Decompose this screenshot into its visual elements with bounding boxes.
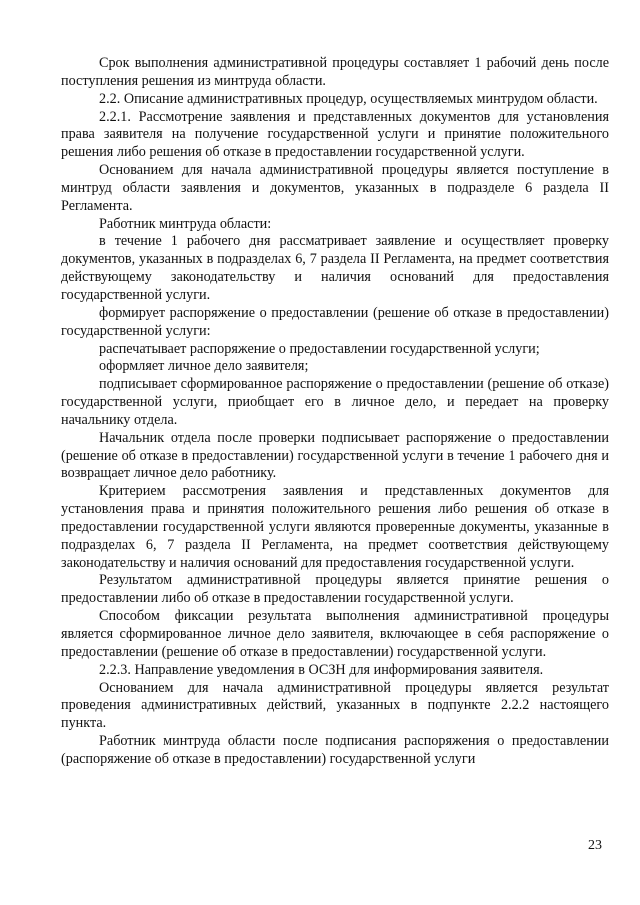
paragraph: Основанием для начала административной процедуры является результат проведения административных действий, указанных в подпункте 2.2.2 настоящего пункта.: [61, 679, 609, 732]
paragraph: распечатывает распоряжение о предоставлении государственной услуги;: [99, 340, 540, 357]
paragraph: 2.2.3. Направление уведомления в ОСЗН для информирования заявителя.: [99, 661, 544, 678]
paragraph: Работник минтруда области:: [99, 215, 272, 232]
paragraph: Начальник отдела после проверки подписывает распоряжение о предоставлении (решение об отказе в предоставлении) государственной услуги в течение 1 рабочего дня и возвращает личное дело работнику.: [61, 429, 609, 482]
document-body: [61, 55, 609, 769]
paragraph: Способом фиксации результата выполнения административной процедуры является сформированное личное дело заявителя, включающее в себя распоряжение о предоставлении (решение об отказе в предоставлении) государственной услуги.: [61, 608, 609, 660]
paragraph: 2.2.1. Рассмотрение заявления и представленных документов для установления права заявителя на получение государственной услуги и принятие положительного решения либо решения об отказе в предоставлении государственной услуги.: [61, 108, 609, 161]
paragraph: Работник минтруда области после подписания распоряжения о предоставлении (распоряжение об отказе в предоставлении) государственной услуги: [61, 733, 609, 767]
paragraph: подписывает сформированное распоряжение о предоставлении (решение об отказе) государственной услуги, приобщает его в личное дело, и передает на проверку начальнику отдела.: [61, 376, 609, 428]
paragraph: Результатом административной процедуры является принятие решения о предоставлении либо об отказе в предоставлении государственной услуги.: [61, 572, 609, 607]
paragraph: в течение 1 рабочего дня рассматривает заявление и осуществляет проверку документов, указанных в подразделах 6, 7 раздела II Регламента, на предмет соответствия действующему законодательству и наличия оснований для предоставления государственной услуги.: [61, 233, 609, 303]
paragraph: Критерием рассмотрения заявления и представленных документов для установления права и принятия положительного решения либо решения об отказе в предоставлении государственной услуги являются проверенные документы, указанные в подразделах 6, 7 раздела II Регламента, на предмет соответствия действующему законодательству и наличия оснований для предоставления государственной услуги.: [61, 483, 609, 571]
paragraph: Срок выполнения административной процедуры составляет 1 рабочий день после поступления решения из минтруда области.: [61, 55, 609, 89]
paragraph: 2.2. Описание административных процедур, осуществляемых минтрудом области.: [99, 90, 598, 107]
page-number: 23: [588, 838, 602, 853]
paragraph: Основанием для начала административной процедуры является поступление в минтруд области заявления и документов, указанных в подразделе 6 раздела II Регламента.: [61, 162, 609, 214]
paragraph: оформляет личное дело заявителя;: [99, 358, 309, 375]
paragraph: формирует распоряжение о предоставлении (решение об отказе в предоставлении) государственной услуги:: [61, 304, 609, 339]
